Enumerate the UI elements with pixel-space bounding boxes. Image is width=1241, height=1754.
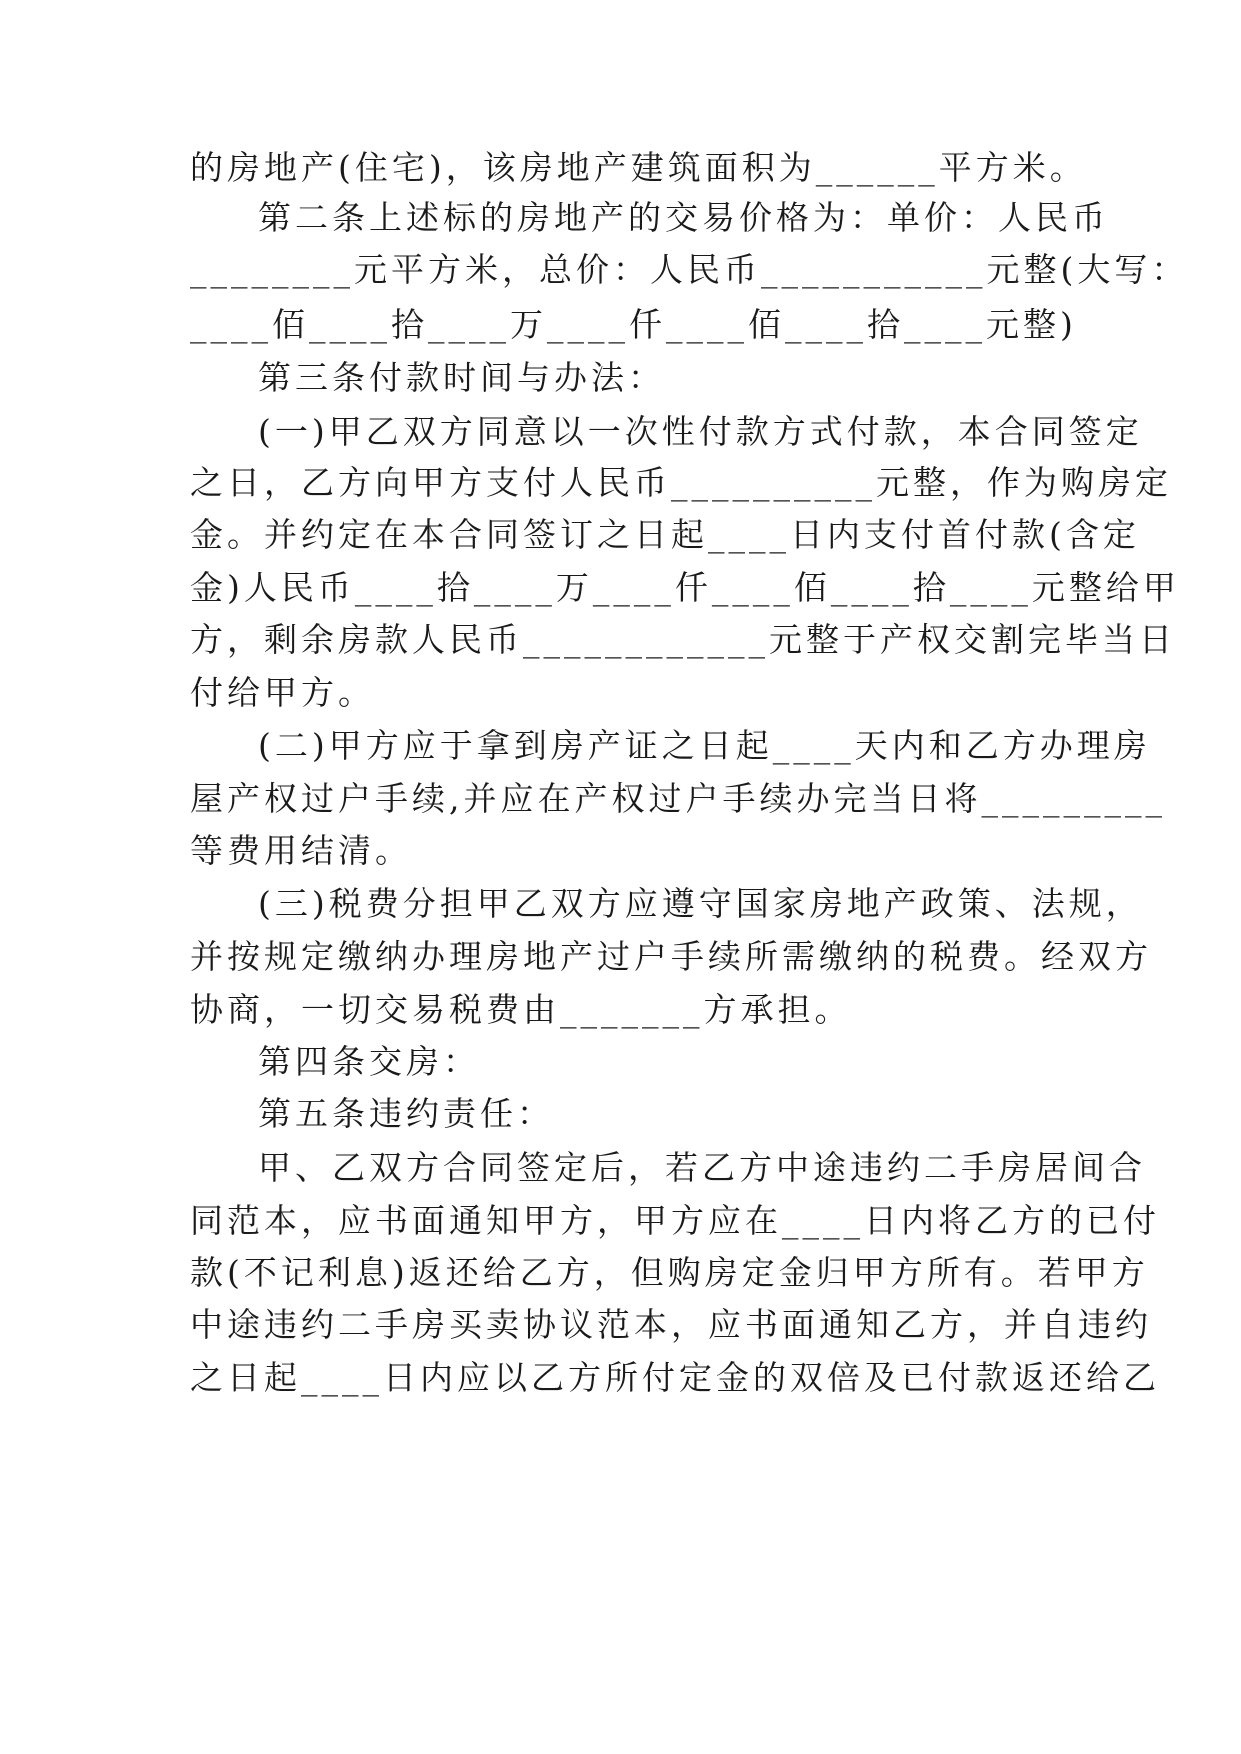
text-line: 金)人民币____拾____万____仟____佰____拾____元整给甲 (190, 568, 1180, 607)
text-line: 屋产权过户手续,并应在产权过户手续办完当日将_________ (190, 779, 1166, 818)
text-line: 方，剩余房款人民币____________元整于产权交割完毕当日 (190, 620, 1176, 659)
text-line: 付给甲方。 (190, 673, 375, 712)
text-line: (二)甲方应于拿到房产证之日起____天内和乙方办理房 (258, 726, 1151, 765)
text-line: 同范本，应书面通知甲方，甲方应在____日内将乙方的已付 (190, 1201, 1160, 1240)
text-line: 金。并约定在本合同签订之日起____日内支付首付款(含定 (190, 515, 1140, 554)
text-line: 第三条付款时间与办法： (258, 358, 665, 397)
text-line: 第四条交房： (258, 1042, 480, 1081)
text-line: 中途违约二手房买卖协议范本，应书面通知乙方，并自违约 (190, 1305, 1152, 1344)
text-line: 之日起____日内应以乙方所付定金的双倍及已付款返还给乙 (190, 1358, 1160, 1397)
text-line: 协商，一切交易税费由_______方承担。 (190, 990, 852, 1029)
text-line: 等费用结清。 (190, 831, 412, 870)
text-line: ________元平方米，总价：人民币___________元整(大写： (190, 250, 1189, 289)
text-line: 第二条上述标的房地产的交易价格为：单价：人民币 (258, 198, 1109, 237)
text-line: 第五条违约责任： (258, 1094, 554, 1133)
text-line: (三)税费分担甲乙双方应遵守国家房地产政策、法规， (258, 884, 1143, 923)
text-line: 的房地产(住宅)，该房地产建筑面积为______平方米。 (190, 148, 1087, 187)
text-line: 之日，乙方向甲方支付人民币__________元整，作为购房定 (190, 463, 1172, 502)
text-line: ____佰____拾____万____仟____佰____拾____元整) (190, 305, 1077, 344)
text-line: 款(不记利息)返还给乙方，但购房定金归甲方所有。若甲方 (190, 1253, 1149, 1292)
text-line: 并按规定缴纳办理房地产过户手续所需缴纳的税费。经双方 (190, 937, 1152, 976)
text-line: 甲、乙双方合同签定后，若乙方中途违约二手房居间合 (258, 1148, 1146, 1187)
text-line: (一)甲乙双方同意以一次性付款方式付款，本合同签定 (258, 412, 1143, 451)
